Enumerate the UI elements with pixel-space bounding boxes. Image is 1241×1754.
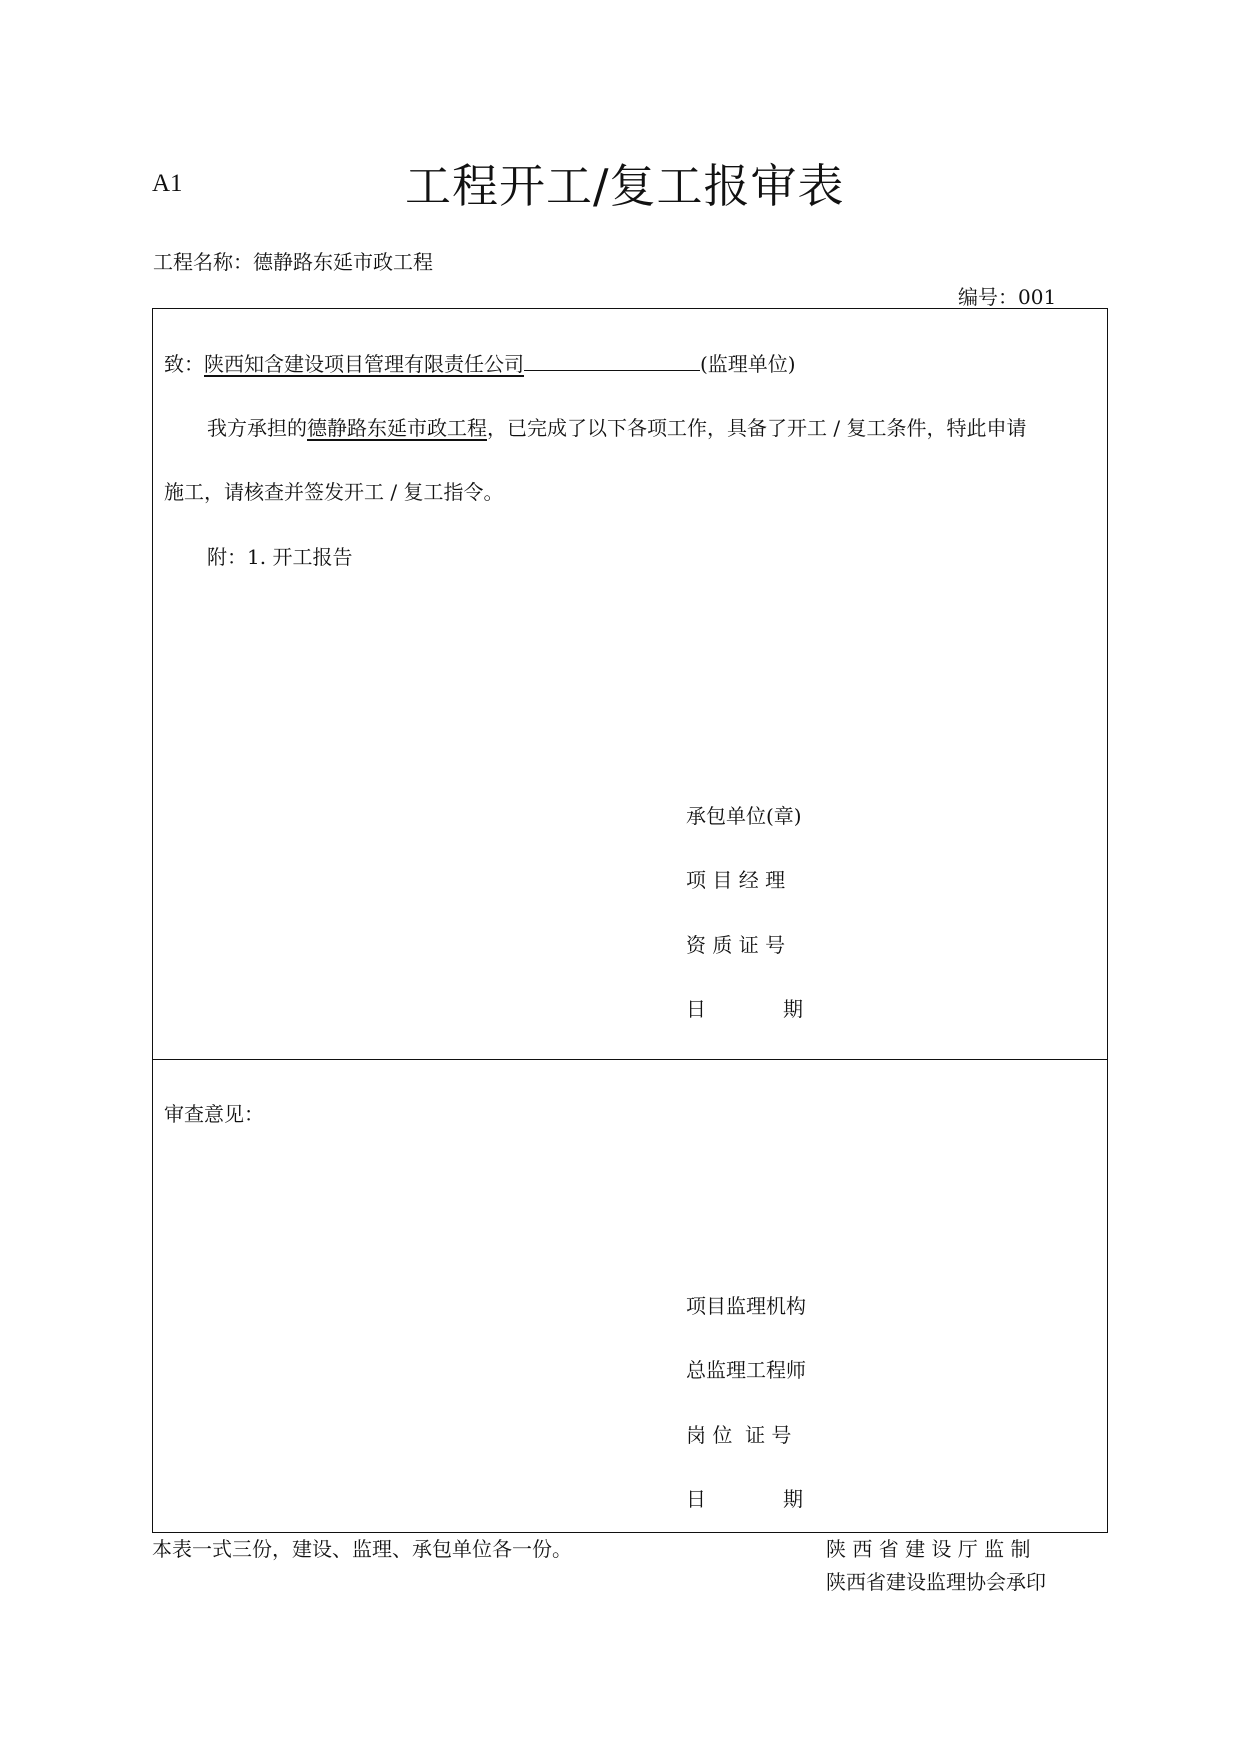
qualification-cert-label: 资 质 证 号 [686,933,786,957]
body-prefix: 我方承担的 [207,416,307,440]
form-number-line [958,281,1056,310]
body-suffix: ，已完成了以下各项工作，具备了开工 / 复工条件，特此申请 [487,416,1027,440]
review-date-label-b: 期 [783,1487,803,1511]
contractor-seal-label: 承包单位(章) [686,804,802,828]
body-project-name: 德静路东延市政工程 [307,416,487,440]
issuer-note: 陕 西 省 建 设 厅 监 制 [826,1537,1031,1561]
page-title: 工程开工/复工报审表 [405,159,845,213]
project-label: 工程名称： [153,250,253,274]
supervision-unit-name: 陕西知含建设项目管理有限责任公司 [204,352,524,376]
number-value: 001 [1018,285,1057,309]
post-cert-label: 岗 位 证 号 [686,1423,792,1447]
project-name-line [153,246,433,275]
review-date-label-a: 日 [686,1487,706,1511]
fill-line [524,352,700,371]
date-label-b: 期 [783,997,803,1021]
form-code: A1 [152,170,183,197]
printer-note: 陕西省建设监理协会承印 [826,1570,1046,1594]
review-section [152,1059,1108,1533]
number-label: 编号： [958,285,1018,309]
application-body-line2: 施工，请核查并签发开工 / 复工指令。 [164,480,504,504]
review-opinion-label: 审查意见： [164,1102,264,1126]
date-label-a: 日 [686,997,706,1021]
chief-engineer-label: 总监理工程师 [686,1358,806,1382]
application-body-line1 [207,412,1026,441]
project-name: 德静路东延市政工程 [253,250,433,274]
to-label: 致： [164,352,204,376]
attachment-line: 附：1. 开工报告 [207,545,353,569]
copies-note: 本表一式三份，建设、监理、承包单位各一份。 [152,1537,572,1561]
project-manager-label: 项 目 经 理 [686,868,786,892]
addressee-line [164,348,796,377]
supervision-agency-label: 项目监理机构 [686,1294,806,1318]
supervision-unit-role: (监理单位) [700,352,796,376]
